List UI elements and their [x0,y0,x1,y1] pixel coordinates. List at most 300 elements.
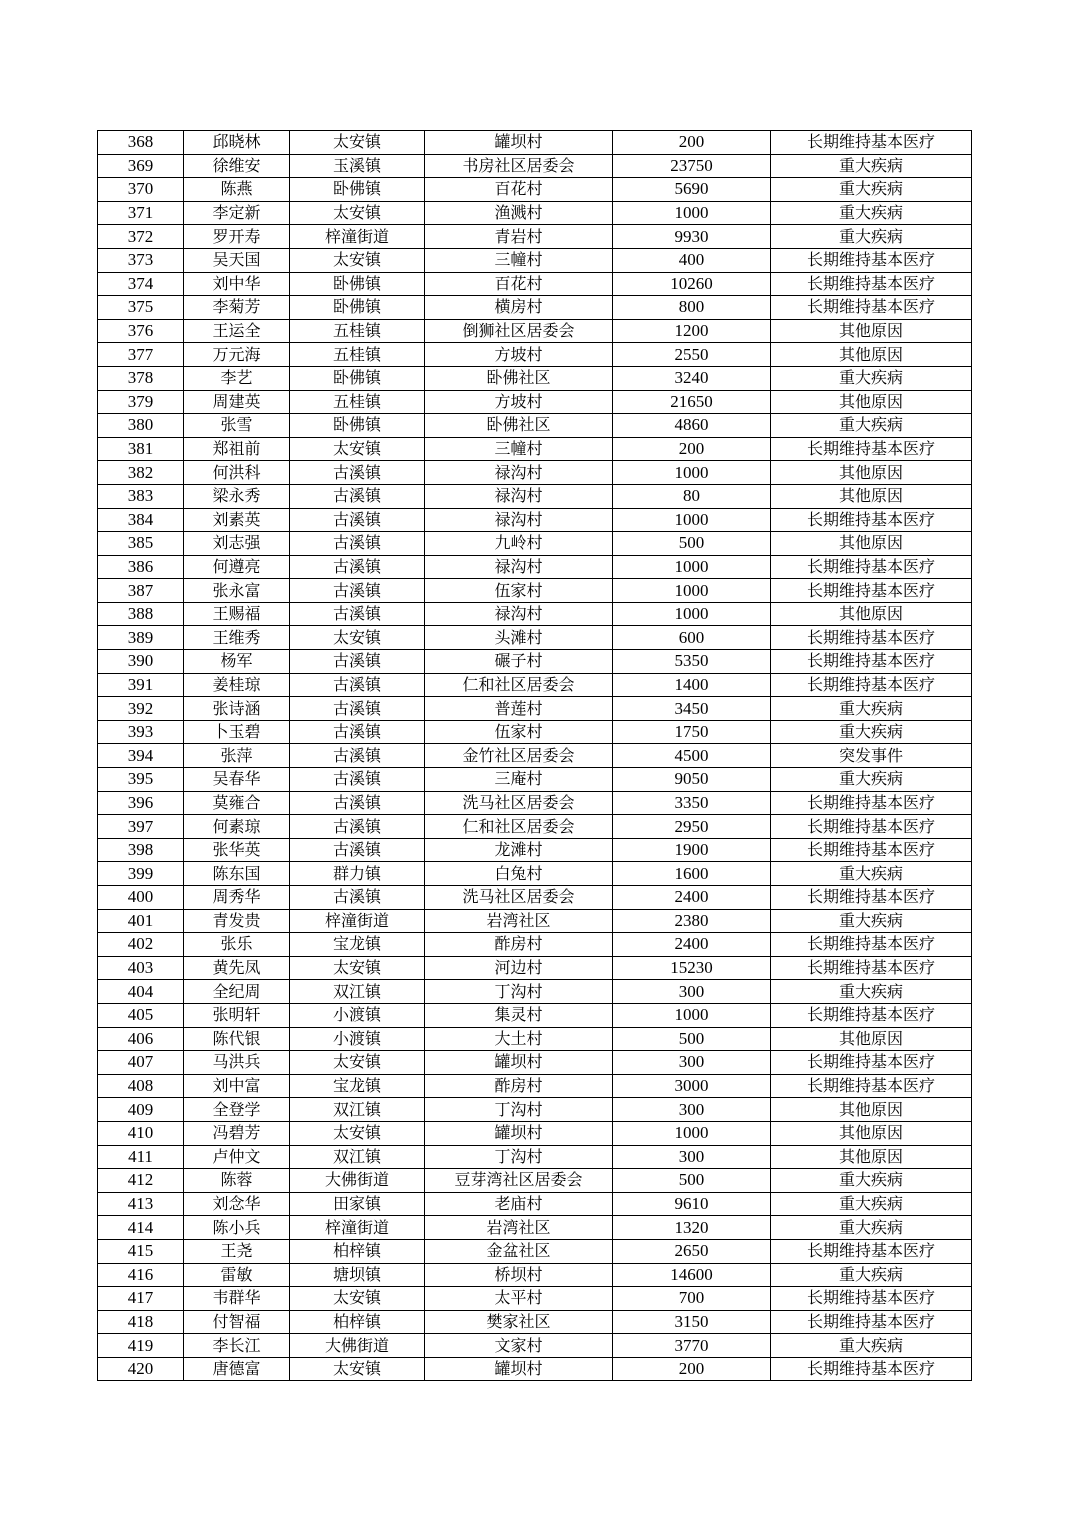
row-number-cell: 379 [98,390,184,414]
table-row [98,1192,972,1216]
town-cell: 柏梓镇 [290,1239,425,1263]
town-cell: 田家镇 [290,1192,425,1216]
person-name-cell: 马洪兵 [184,1051,290,1075]
table-row [98,933,972,957]
reason-cell: 重大疾病 [771,154,972,178]
row-number-cell: 384 [98,508,184,532]
reason-cell: 重大疾病 [771,720,972,744]
person-name-cell: 梁永秀 [184,484,290,508]
row-number-cell: 420 [98,1357,184,1381]
reason-cell: 长期维持基本医疗 [771,673,972,697]
amount-cell: 500 [613,1169,771,1193]
village-cell: 豆芽湾社区居委会 [425,1169,613,1193]
village-cell: 碾子村 [425,650,613,674]
row-number-cell: 376 [98,319,184,343]
town-cell: 卧佛镇 [290,272,425,296]
person-name-cell: 刘素英 [184,508,290,532]
table-row [98,461,972,485]
table-row [98,909,972,933]
village-cell: 横房村 [425,296,613,320]
village-cell: 岩湾社区 [425,909,613,933]
reason-cell: 长期维持基本医疗 [771,1003,972,1027]
amount-cell: 2950 [613,815,771,839]
person-name-cell: 何素琼 [184,815,290,839]
person-name-cell: 郑祖前 [184,437,290,461]
reason-cell: 其他原因 [771,1121,972,1145]
reason-cell: 长期维持基本医疗 [771,838,972,862]
amount-cell: 9610 [613,1192,771,1216]
row-number-cell: 406 [98,1027,184,1051]
amount-cell: 1200 [613,319,771,343]
row-number-cell: 413 [98,1192,184,1216]
person-name-cell: 何遵亮 [184,555,290,579]
person-name-cell: 李定新 [184,201,290,225]
table-row [98,272,972,296]
reason-cell: 其他原因 [771,343,972,367]
row-number-cell: 373 [98,248,184,272]
amount-cell: 80 [613,484,771,508]
person-name-cell: 罗开寿 [184,225,290,249]
amount-cell: 1000 [613,602,771,626]
table-row [98,1145,972,1169]
row-number-cell: 410 [98,1121,184,1145]
reason-cell: 其他原因 [771,1098,972,1122]
person-name-cell: 陈代银 [184,1027,290,1051]
row-number-cell: 418 [98,1310,184,1334]
row-number-cell: 382 [98,461,184,485]
table-row [98,720,972,744]
village-cell: 渔溅村 [425,201,613,225]
person-name-cell: 韦群华 [184,1287,290,1311]
amount-cell: 1000 [613,461,771,485]
town-cell: 太安镇 [290,201,425,225]
table-row [98,1310,972,1334]
row-number-cell: 412 [98,1169,184,1193]
village-cell: 百花村 [425,178,613,202]
reason-cell: 长期维持基本医疗 [771,1074,972,1098]
reason-cell: 重大疾病 [771,862,972,886]
village-cell: 大土村 [425,1027,613,1051]
village-cell: 书房社区居委会 [425,154,613,178]
table-row [98,1074,972,1098]
row-number-cell: 415 [98,1239,184,1263]
village-cell: 龙滩村 [425,838,613,862]
amount-cell: 1400 [613,673,771,697]
row-number-cell: 399 [98,862,184,886]
table-row [98,319,972,343]
row-number-cell: 419 [98,1334,184,1358]
amount-cell: 1000 [613,555,771,579]
village-cell: 禄沟村 [425,461,613,485]
table-row [98,1027,972,1051]
reason-cell: 重大疾病 [771,909,972,933]
village-cell: 禄沟村 [425,555,613,579]
village-cell: 文家村 [425,1334,613,1358]
table-row [98,791,972,815]
row-number-cell: 405 [98,1003,184,1027]
person-name-cell: 黄先凤 [184,956,290,980]
person-name-cell: 全纪周 [184,980,290,1004]
village-cell: 三庵村 [425,768,613,792]
village-cell: 丁沟村 [425,980,613,1004]
row-number-cell: 403 [98,956,184,980]
row-number-cell: 387 [98,579,184,603]
village-cell: 岩湾社区 [425,1216,613,1240]
town-cell: 古溪镇 [290,720,425,744]
village-cell: 金盆社区 [425,1239,613,1263]
person-name-cell: 青发贵 [184,909,290,933]
village-cell: 百花村 [425,272,613,296]
table-row [98,555,972,579]
reason-cell: 长期维持基本医疗 [771,956,972,980]
reason-cell: 长期维持基本医疗 [771,886,972,910]
amount-cell: 10260 [613,272,771,296]
amount-cell: 200 [613,131,771,155]
amount-cell: 1750 [613,720,771,744]
village-cell: 老庙村 [425,1192,613,1216]
village-cell: 禄沟村 [425,484,613,508]
town-cell: 玉溪镇 [290,154,425,178]
person-name-cell: 张萍 [184,744,290,768]
village-cell: 罐坝村 [425,1121,613,1145]
person-name-cell: 冯碧芳 [184,1121,290,1145]
amount-cell: 1600 [613,862,771,886]
town-cell: 小渡镇 [290,1027,425,1051]
reason-cell: 长期维持基本医疗 [771,296,972,320]
village-cell: 丁沟村 [425,1145,613,1169]
village-cell: 白兔村 [425,862,613,886]
reason-cell: 重大疾病 [771,697,972,721]
table-row [98,1121,972,1145]
village-cell: 桥坝村 [425,1263,613,1287]
town-cell: 宝龙镇 [290,1074,425,1098]
town-cell: 古溪镇 [290,461,425,485]
village-cell: 丁沟村 [425,1098,613,1122]
amount-cell: 9050 [613,768,771,792]
row-number-cell: 377 [98,343,184,367]
table-row [98,1003,972,1027]
row-number-cell: 394 [98,744,184,768]
amount-cell: 300 [613,1098,771,1122]
person-name-cell: 刘中华 [184,272,290,296]
row-number-cell: 391 [98,673,184,697]
row-number-cell: 375 [98,296,184,320]
reason-cell: 长期维持基本医疗 [771,650,972,674]
reason-cell: 长期维持基本医疗 [771,508,972,532]
table-row [98,508,972,532]
village-cell: 伍家村 [425,720,613,744]
town-cell: 古溪镇 [290,838,425,862]
village-cell: 三幢村 [425,248,613,272]
table-row [98,838,972,862]
town-cell: 古溪镇 [290,791,425,815]
village-cell: 青岩村 [425,225,613,249]
amount-cell: 5350 [613,650,771,674]
person-name-cell: 陈蓉 [184,1169,290,1193]
person-name-cell: 陈小兵 [184,1216,290,1240]
village-cell: 九岭村 [425,532,613,556]
row-number-cell: 378 [98,366,184,390]
town-cell: 太安镇 [290,1287,425,1311]
town-cell: 古溪镇 [290,508,425,532]
table-row [98,862,972,886]
table-row [98,1287,972,1311]
person-name-cell: 陈燕 [184,178,290,202]
row-number-cell: 371 [98,201,184,225]
row-number-cell: 417 [98,1287,184,1311]
row-number-cell: 388 [98,602,184,626]
row-number-cell: 396 [98,791,184,815]
person-name-cell: 杨军 [184,650,290,674]
table-row [98,154,972,178]
reason-cell: 长期维持基本医疗 [771,1287,972,1311]
table-row [98,390,972,414]
person-name-cell: 李长江 [184,1334,290,1358]
amount-cell: 5690 [613,178,771,202]
town-cell: 太安镇 [290,1357,425,1381]
row-number-cell: 383 [98,484,184,508]
table-row [98,1239,972,1263]
amount-cell: 1000 [613,201,771,225]
table-row [98,697,972,721]
table-row [98,1357,972,1381]
amount-cell: 400 [613,248,771,272]
amount-cell: 3240 [613,366,771,390]
row-number-cell: 370 [98,178,184,202]
village-cell: 方坡村 [425,343,613,367]
reason-cell: 重大疾病 [771,980,972,1004]
person-name-cell: 王尧 [184,1239,290,1263]
person-name-cell: 卜玉碧 [184,720,290,744]
table-row [98,343,972,367]
amount-cell: 200 [613,1357,771,1381]
amount-cell: 200 [613,437,771,461]
table-row [98,579,972,603]
row-number-cell: 409 [98,1098,184,1122]
person-name-cell: 陈东国 [184,862,290,886]
reason-cell: 重大疾病 [771,414,972,438]
row-number-cell: 402 [98,933,184,957]
reason-cell: 重大疾病 [771,1169,972,1193]
reason-cell: 长期维持基本医疗 [771,272,972,296]
amount-cell: 500 [613,532,771,556]
person-name-cell: 王运全 [184,319,290,343]
row-number-cell: 401 [98,909,184,933]
town-cell: 古溪镇 [290,673,425,697]
person-name-cell: 李艺 [184,366,290,390]
row-number-cell: 407 [98,1051,184,1075]
village-cell: 河边村 [425,956,613,980]
amount-cell: 3150 [613,1310,771,1334]
amount-cell: 4860 [613,414,771,438]
person-name-cell: 卢仲文 [184,1145,290,1169]
reason-cell: 长期维持基本医疗 [771,933,972,957]
row-number-cell: 389 [98,626,184,650]
town-cell: 古溪镇 [290,650,425,674]
row-number-cell: 372 [98,225,184,249]
amount-cell: 2400 [613,886,771,910]
village-cell: 倒狮社区居委会 [425,319,613,343]
town-cell: 宝龙镇 [290,933,425,957]
town-cell: 古溪镇 [290,555,425,579]
person-name-cell: 全登学 [184,1098,290,1122]
amount-cell: 300 [613,1145,771,1169]
village-cell: 樊家社区 [425,1310,613,1334]
town-cell: 五桂镇 [290,319,425,343]
amount-cell: 3000 [613,1074,771,1098]
row-number-cell: 392 [98,697,184,721]
town-cell: 双江镇 [290,1145,425,1169]
table-row [98,1263,972,1287]
table-row [98,980,972,1004]
amount-cell: 600 [613,626,771,650]
row-number-cell: 369 [98,154,184,178]
town-cell: 卧佛镇 [290,366,425,390]
person-name-cell: 张乐 [184,933,290,957]
reason-cell: 长期维持基本医疗 [771,1310,972,1334]
village-cell: 仁和社区居委会 [425,815,613,839]
row-number-cell: 390 [98,650,184,674]
person-name-cell: 刘志强 [184,532,290,556]
person-name-cell: 莫雍合 [184,791,290,815]
table-row [98,1098,972,1122]
village-cell: 罐坝村 [425,131,613,155]
table-row [98,1169,972,1193]
village-cell: 罐坝村 [425,1051,613,1075]
reason-cell: 长期维持基本医疗 [771,1357,972,1381]
village-cell: 方坡村 [425,390,613,414]
village-cell: 仁和社区居委会 [425,673,613,697]
amount-cell: 300 [613,980,771,1004]
reason-cell: 长期维持基本医疗 [771,1239,972,1263]
row-number-cell: 411 [98,1145,184,1169]
town-cell: 太安镇 [290,1121,425,1145]
amount-cell: 1000 [613,1003,771,1027]
amount-cell: 1000 [613,508,771,532]
amount-cell: 500 [613,1027,771,1051]
village-cell: 伍家村 [425,579,613,603]
village-cell: 头滩村 [425,626,613,650]
table-row [98,1216,972,1240]
village-cell: 洗马社区居委会 [425,886,613,910]
table-row [98,414,972,438]
table-row [98,744,972,768]
town-cell: 小渡镇 [290,1003,425,1027]
table-row [98,296,972,320]
reason-cell: 长期维持基本医疗 [771,131,972,155]
table-row [98,1051,972,1075]
reason-cell: 突发事件 [771,744,972,768]
town-cell: 古溪镇 [290,579,425,603]
town-cell: 太安镇 [290,131,425,155]
reason-cell: 长期维持基本医疗 [771,815,972,839]
table-row [98,178,972,202]
person-name-cell: 万元海 [184,343,290,367]
person-name-cell: 徐维安 [184,154,290,178]
row-number-cell: 385 [98,532,184,556]
row-number-cell: 398 [98,838,184,862]
village-cell: 罐坝村 [425,1357,613,1381]
reason-cell: 其他原因 [771,602,972,626]
town-cell: 群力镇 [290,862,425,886]
reason-cell: 重大疾病 [771,366,972,390]
town-cell: 梓潼街道 [290,1216,425,1240]
amount-cell: 2380 [613,909,771,933]
row-number-cell: 374 [98,272,184,296]
reason-cell: 其他原因 [771,484,972,508]
table-row [98,626,972,650]
relief-records-table [97,130,972,1381]
table-row [98,956,972,980]
table-row [98,248,972,272]
town-cell: 柏梓镇 [290,1310,425,1334]
reason-cell: 长期维持基本医疗 [771,579,972,603]
amount-cell: 3450 [613,697,771,721]
person-name-cell: 王维秀 [184,626,290,650]
amount-cell: 14600 [613,1263,771,1287]
reason-cell: 其他原因 [771,390,972,414]
table-row [98,1334,972,1358]
amount-cell: 23750 [613,154,771,178]
reason-cell: 长期维持基本医疗 [771,555,972,579]
table-row [98,650,972,674]
reason-cell: 长期维持基本医疗 [771,626,972,650]
amount-cell: 3350 [613,791,771,815]
village-cell: 太平村 [425,1287,613,1311]
reason-cell: 长期维持基本医疗 [771,791,972,815]
table-row [98,437,972,461]
person-name-cell: 张永富 [184,579,290,603]
town-cell: 古溪镇 [290,697,425,721]
amount-cell: 1320 [613,1216,771,1240]
table-row [98,131,972,155]
row-number-cell: 381 [98,437,184,461]
table-row [98,815,972,839]
amount-cell: 2650 [613,1239,771,1263]
person-name-cell: 周建英 [184,390,290,414]
town-cell: 五桂镇 [290,343,425,367]
reason-cell: 重大疾病 [771,201,972,225]
person-name-cell: 吴春华 [184,768,290,792]
town-cell: 太安镇 [290,626,425,650]
amount-cell: 3770 [613,1334,771,1358]
person-name-cell: 吴天国 [184,248,290,272]
row-number-cell: 368 [98,131,184,155]
amount-cell: 300 [613,1051,771,1075]
reason-cell: 重大疾病 [771,1216,972,1240]
amount-cell: 9930 [613,225,771,249]
amount-cell: 15230 [613,956,771,980]
reason-cell: 其他原因 [771,1145,972,1169]
table-row [98,673,972,697]
town-cell: 古溪镇 [290,484,425,508]
amount-cell: 800 [613,296,771,320]
row-number-cell: 404 [98,980,184,1004]
town-cell: 太安镇 [290,956,425,980]
table-row [98,225,972,249]
town-cell: 太安镇 [290,248,425,272]
village-cell: 洗马社区居委会 [425,791,613,815]
table-row [98,484,972,508]
table-row [98,366,972,390]
row-number-cell: 400 [98,886,184,910]
town-cell: 卧佛镇 [290,414,425,438]
row-number-cell: 397 [98,815,184,839]
town-cell: 梓潼街道 [290,909,425,933]
reason-cell: 长期维持基本医疗 [771,248,972,272]
reason-cell: 长期维持基本医疗 [771,437,972,461]
person-name-cell: 刘念华 [184,1192,290,1216]
